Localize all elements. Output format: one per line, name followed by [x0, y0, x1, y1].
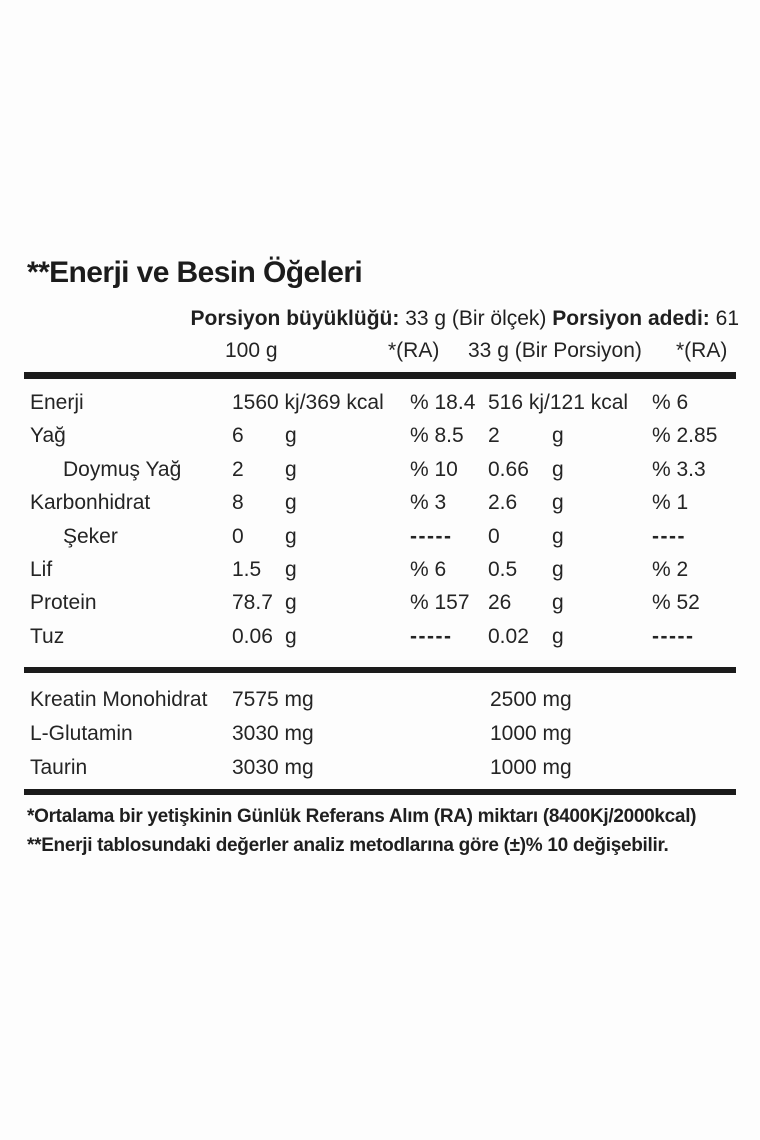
divider-bottom: [24, 789, 736, 795]
table-row-doymus-yag: [30, 458, 746, 491]
serving-count-label: Porsiyon adedi:: [552, 307, 710, 330]
table-row-taurin: [30, 756, 746, 790]
ra-per-100g: % 10: [410, 457, 458, 481]
serving-size-label: Porsiyon büyüklüğü:: [190, 307, 400, 330]
nutrient-label: Tuz: [30, 624, 65, 648]
ra-per-100g: -----: [410, 624, 453, 648]
nutrient-label: Enerji: [30, 391, 84, 414]
nutrient-label: Protein: [30, 591, 97, 615]
table-row-karbonhidrat: [30, 491, 746, 524]
ra-per-100g: % 6: [410, 557, 447, 581]
serving-count-value: 61: [715, 307, 739, 330]
table-row-enerji: [30, 391, 746, 424]
ra-per-serving: % 3.3: [652, 457, 706, 481]
ra-per-serving: % 2: [652, 557, 689, 581]
value-per-100g: 0.06: [232, 624, 273, 648]
supplement-label: Taurin: [30, 756, 88, 779]
unit-per-100g: g: [285, 424, 297, 448]
ra-per-100g: % 157: [410, 591, 470, 615]
ra-per-100g: -----: [410, 524, 453, 548]
value-per-100g: 1.5: [232, 557, 262, 581]
unit-per-serving: g: [552, 457, 564, 481]
ra-per-serving: % 52: [652, 591, 700, 615]
table-row-lif: [30, 558, 746, 591]
value-per-serving: 0.02: [488, 624, 529, 648]
unit-per-serving: g: [552, 624, 564, 648]
value-per-serving: 2.6: [488, 491, 518, 515]
footnote-variance: **Enerji tablosundaki değerler analiz metodlarına göre (±)% 10 değişebilir.: [27, 835, 669, 856]
unit-per-100g: g: [285, 557, 297, 581]
divider-middle: [24, 667, 736, 673]
table-row-protein: [30, 591, 746, 624]
nutrient-label: Karbonhidrat: [30, 491, 151, 515]
table-row-yag: [30, 424, 746, 457]
supplement-label: L-Glutamin: [30, 722, 133, 745]
unit-per-100g: g: [285, 624, 297, 648]
value-per-serving: 516 kj/121 kcal: [488, 391, 629, 414]
unit-per-100g: g: [285, 491, 297, 515]
nutrient-label: Yağ: [30, 424, 66, 448]
unit-per-serving: g: [552, 491, 564, 515]
value-per-serving: 2: [488, 424, 500, 448]
value-per-100g: 6: [232, 424, 244, 448]
ra-per-100g: % 8.5: [410, 424, 464, 448]
nutrients-table: [30, 391, 746, 658]
nutrient-label: Şeker: [63, 524, 118, 548]
unit-per-100g: g: [285, 524, 297, 548]
table-row-tuz: [30, 625, 746, 658]
unit-per-100g: g: [285, 457, 297, 481]
value-per-100g: 78.7: [232, 591, 273, 615]
ra-per-serving: % 2.85: [652, 424, 718, 448]
column-header-per-100g: 100 g: [225, 339, 278, 362]
nutrient-label: Doymuş Yağ: [63, 457, 182, 481]
value-per-serving: 2500 mg: [490, 688, 572, 711]
column-header-ra-serving: *(RA): [676, 339, 728, 362]
serving-info-line: [191, 307, 739, 331]
column-header-row: [30, 339, 746, 367]
unit-per-100g: g: [285, 591, 297, 615]
value-per-serving: 1000 mg: [490, 722, 572, 745]
value-per-100g: 2: [232, 457, 244, 481]
value-per-100g: 8: [232, 491, 244, 515]
ra-per-serving: ----: [652, 524, 686, 548]
table-row-seker: [30, 525, 746, 558]
value-per-100g: 0: [232, 524, 244, 548]
column-header-ra-100g: *(RA): [388, 339, 440, 362]
supplement-label: Kreatin Monohidrat: [30, 688, 208, 711]
unit-per-serving: g: [552, 591, 564, 615]
value-per-serving: 1000 mg: [490, 756, 572, 779]
ra-per-100g: % 18.4: [410, 391, 476, 414]
value-per-serving: 0.5: [488, 557, 518, 581]
unit-per-serving: g: [552, 524, 564, 548]
footnote-ra: *Ortalama bir yetişkinin Günlük Referans Alım (RA) miktarı (8400Kj/2000kcal): [27, 806, 697, 827]
ra-per-serving: % 1: [652, 491, 689, 515]
value-per-100g: 3030 mg: [232, 722, 314, 745]
ra-per-serving: % 6: [652, 391, 689, 414]
table-row-kreatin: [30, 688, 746, 722]
divider-top: [24, 372, 736, 379]
table-row-glutamin: [30, 722, 746, 756]
nutrient-label: Lif: [30, 557, 53, 581]
value-per-serving: 0: [488, 524, 500, 548]
value-per-100g: 1560 kj/369 kcal: [232, 391, 384, 414]
unit-per-serving: g: [552, 557, 564, 581]
unit-per-serving: g: [552, 424, 564, 448]
ra-per-100g: % 3: [410, 491, 447, 515]
page-title: **Enerji ve Besin Öğeleri: [27, 256, 363, 289]
value-per-serving: 26: [488, 591, 512, 615]
ra-per-serving: -----: [652, 624, 695, 648]
column-header-per-serving: 33 g (Bir Porsiyon): [468, 339, 642, 362]
supplements-table: [30, 688, 746, 790]
serving-size-value: 33 g (Bir ölçek): [405, 307, 547, 330]
value-per-100g: 3030 mg: [232, 756, 314, 779]
value-per-100g: 7575 mg: [232, 688, 314, 711]
value-per-serving: 0.66: [488, 457, 529, 481]
